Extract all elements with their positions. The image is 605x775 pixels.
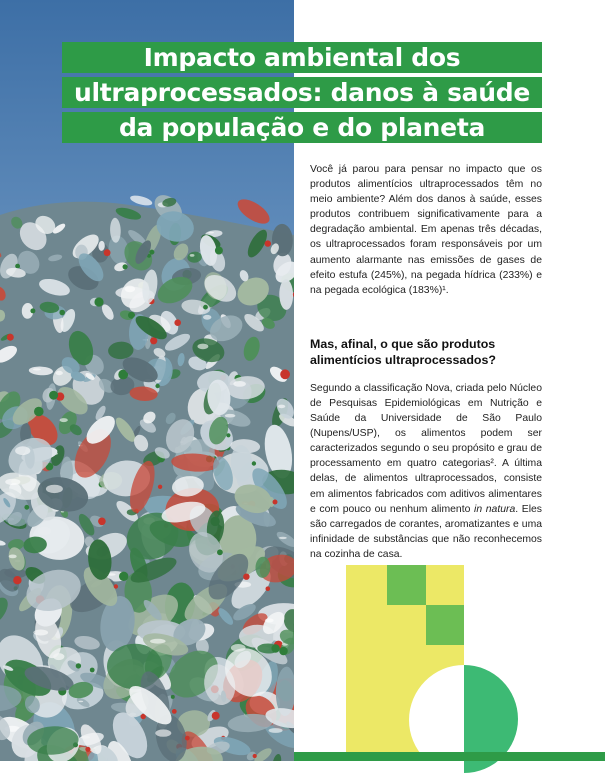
section-paragraph xyxy=(310,381,542,562)
section-text-end: . Eles são carregados de corantes, aromatizantes e uma infinidade de substâncias que não reconhecemos na cozinha de casa. xyxy=(310,503,543,560)
green-square-shape-top xyxy=(387,565,426,605)
green-square-shape-bottom xyxy=(426,605,464,645)
title-line-3: da população e do planeta xyxy=(62,112,542,143)
section-text-start: Segundo a classificação Nova, criada pelo Núcleo de Pesquisas Epidemiológicas em Nutrição e Saúde da Universidade de São Paulo (Nupens/USP), os alimentos podem ser caracterizados segundo o seu propósito e grau de processamento em quatro categorias². A última delas, de alimentos ultraprocessados, consiste em alimentos fabricados com aditivos alimentares e com pouco ou nenhum alimento xyxy=(310,382,542,515)
section-text-italic: in natura xyxy=(474,503,516,515)
intro-paragraph: Você já parou para pensar no impacto que os produtos alimentícios ultraprocessados têm no meio ambiente? Além dos danos à saúde, esses produtos contribuem significativamente para a degradação ambiental. Em apenas três décadas, os ultraprocessados foram responsáveis por um aumento alarmante nas emissões de gases de efeito estufa (245%), na pegada hídrica (233%) e na pegada ecológica (183%)¹. xyxy=(310,164,542,296)
section-heading: Mas, afinal, o que são produtos alimentícios ultraprocessados? xyxy=(310,336,496,367)
page-title xyxy=(62,42,542,147)
title-line-1: Impacto ambiental dos xyxy=(62,42,542,73)
bottom-green-bar xyxy=(294,752,605,761)
title-line-2: ultraprocessados: danos à saúde xyxy=(62,77,542,108)
article-body xyxy=(310,162,542,562)
